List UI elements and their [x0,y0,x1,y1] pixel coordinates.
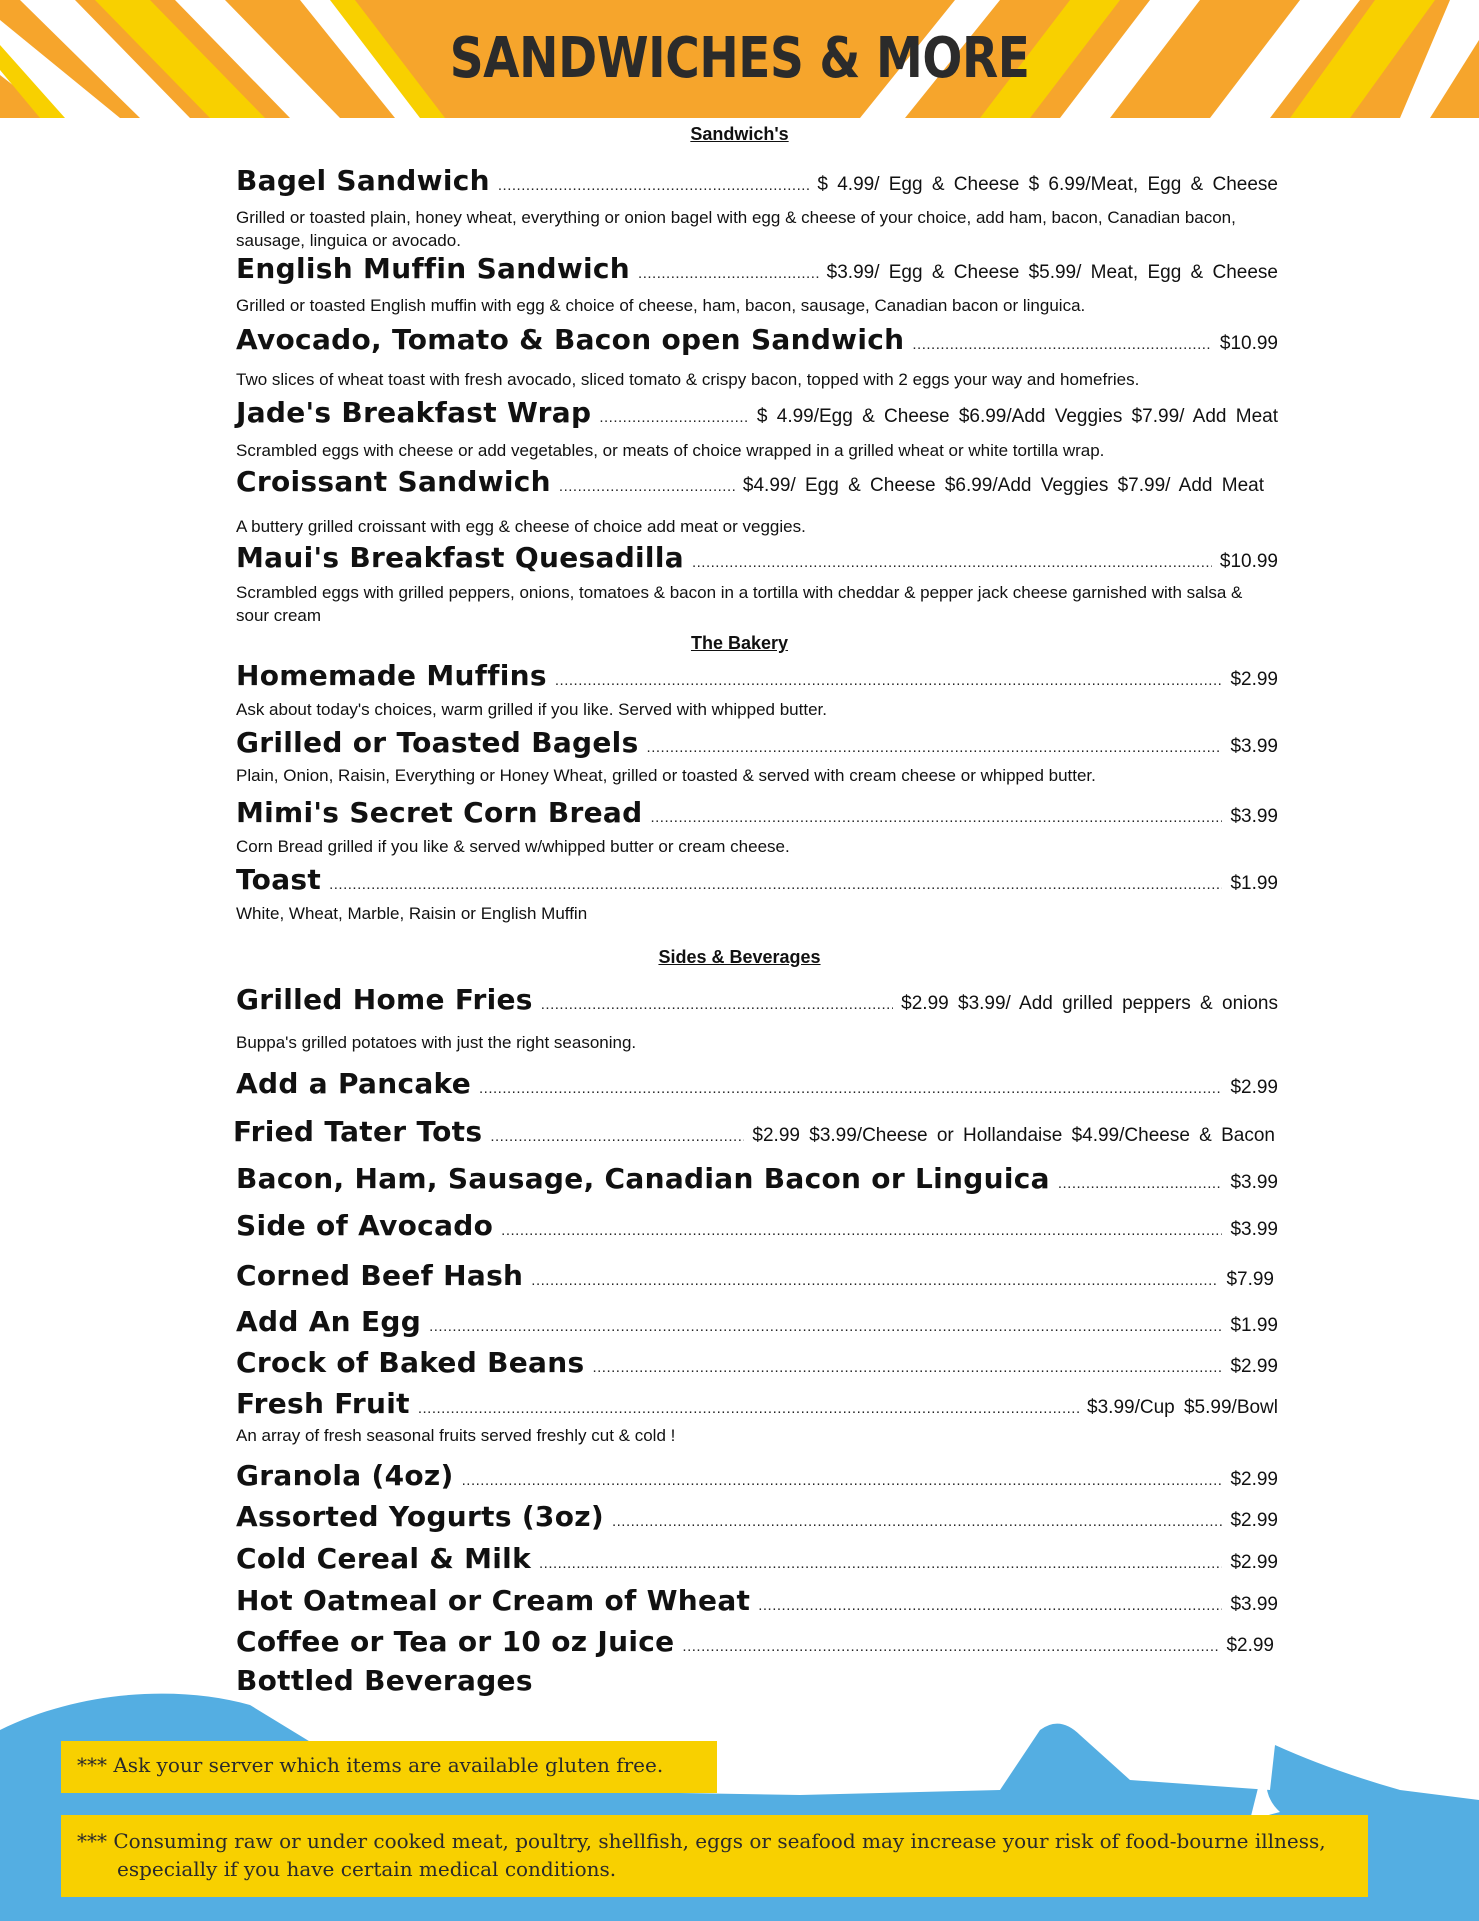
item-price: $2.99 [1230,1510,1278,1531]
item-name: Bacon, Ham, Sausage, Canadian Bacon or Linguica [236,1162,1050,1195]
item-price: $2.99 [1230,1469,1278,1490]
dot-leader [490,1128,744,1145]
menu-item-oatmeal [236,1584,1278,1617]
menu-item-breakfast-quesadilla [236,541,1278,574]
item-name: Cold Cereal & Milk [236,1542,531,1575]
menu-item-meats [236,1162,1278,1195]
page-title: SANDWICHES & MORE [449,26,1030,91]
menu-item-yogurts [236,1500,1278,1533]
item-price: $3.99 [1230,1219,1278,1240]
menu-item-homemade-muffins [236,659,1278,692]
item-price: $3.99/ Egg & Cheese $5.99/ Meat, Egg & Cheese [826,262,1278,283]
menu-item-home-fries [236,983,1278,1016]
item-price: $2.99 [1230,1356,1278,1377]
menu-item-breakfast-wrap [236,396,1278,429]
menu-item-bagel-sandwich [236,164,1278,197]
dot-leader [329,876,1222,893]
item-price: $2.99 $3.99/Cheese or Hollandaise $4.99/Cheese & Bacon [752,1125,1275,1146]
item-name: Add An Egg [236,1305,422,1338]
item-price: $4.99/ Egg & Cheese $6.99/Add Veggies $7.99/ Add Meat [742,475,1264,496]
item-name: Fried Tater Tots [233,1115,483,1148]
menu-item-corn-bread [236,796,1278,829]
item-name: Jade's Breakfast Wrap [236,396,592,429]
item-description: Two slices of wheat toast with fresh avocado, sliced tomato & crispy bacon, topped with 2 eggs your way and homefries. [236,370,1140,389]
item-name: Avocado, Tomato & Bacon open Sandwich [236,323,905,356]
item-price: $3.99 [1230,806,1278,827]
item-description: A buttery grilled croissant with egg & cheese of choice add meat or veggies. [236,517,806,536]
item-name: Add a Pancake [236,1067,471,1100]
dot-leader [647,739,1223,756]
menu-item-bagels [236,726,1278,759]
menu-item-toast [236,863,1278,896]
dot-leader [559,478,735,495]
item-description: Ask about today's choices, warm grilled if you like. Served with whipped butter. [236,700,827,719]
dot-leader [612,1513,1223,1530]
item-name: Toast [236,863,322,896]
item-name: Grilled or Toasted Bagels [236,726,639,759]
item-description: Scrambled eggs with grilled peppers, onions, tomatoes & bacon in a tortilla with cheddar & pepper jack cheese garnished with salsa & sour cream [236,583,1243,625]
item-name: Corned Beef Hash [236,1259,524,1292]
menu-item-baked-beans [236,1346,1278,1379]
item-description: Plain, Onion, Raisin, Everything or Honey Wheat, grilled or toasted & served with cream cheese or whipped butter. [236,766,1096,785]
dot-leader [479,1080,1222,1097]
item-name: Granola (4oz) [236,1459,454,1492]
menu-item-side-avocado [236,1209,1278,1242]
dot-leader [599,409,749,426]
dot-leader [912,336,1212,353]
dot-leader [555,672,1223,689]
item-name: Maui's Breakfast Quesadilla [236,541,684,574]
item-name: Mimi's Secret Corn Bread [236,796,643,829]
menu-item-avocado-sandwich [236,323,1278,356]
dot-leader [682,1638,1218,1655]
dot-leader [429,1318,1222,1335]
dot-leader [650,809,1222,826]
item-price: $3.99/Cup $5.99/Bowl [1087,1397,1278,1418]
item-price: $1.99 [1230,1315,1278,1336]
menu-item-bottled-beverages [236,1664,1278,1697]
item-price: $10.99 [1219,551,1278,572]
dot-leader [1058,1175,1223,1192]
dot-leader [638,265,819,282]
dot-leader [539,1555,1222,1572]
menu-item-granola [236,1459,1278,1492]
item-name: Croissant Sandwich [236,465,551,498]
dot-leader [462,1472,1223,1489]
section-title-sides: Sides & Beverages [658,947,821,967]
menu-item-english-muffin-sandwich [236,252,1278,285]
dot-leader [541,996,893,1013]
dot-leader [758,1597,1222,1614]
dot-leader [531,1272,1218,1289]
item-price: $2.99 $3.99/ Add grilled peppers & onions [901,993,1278,1014]
item-price: $3.99 [1230,736,1278,757]
menu-item-add-egg [236,1305,1278,1338]
item-price: $2.99 [1230,1077,1278,1098]
menu-item-coffee-tea-juice [236,1625,1274,1658]
item-price: $1.99 [1230,873,1278,894]
food-safety-note-line2: especially if you have certain medical conditions. [117,1857,617,1881]
dot-leader [418,1400,1079,1417]
section-title-bakery: The Bakery [690,633,789,653]
dot-leader [592,1359,1222,1376]
food-safety-note-line1: *** Consuming raw or under cooked meat, poultry, shellfish, eggs or seafood may increase your risk of food-bourne illness, [77,1829,1326,1853]
item-price: $10.99 [1219,333,1278,354]
item-description: Scrambled eggs with cheese or add vegetables, or meats of choice wrapped in a grilled wheat or white tortilla wrap. [236,441,1105,460]
item-name: Coffee or Tea or 10 oz Juice [236,1625,675,1658]
dot-leader [498,177,810,194]
item-price: $3.99 [1230,1594,1278,1615]
item-name: Hot Oatmeal or Cream of Wheat [236,1584,751,1617]
item-description: Buppa's grilled potatoes with just the right seasoning. [236,1033,637,1052]
item-name: English Muffin Sandwich [236,252,631,285]
item-name: Homemade Muffins [236,659,547,692]
menu-item-cereal [236,1542,1278,1575]
menu-item-croissant-sandwich [236,465,1264,498]
item-price: $ 4.99/Egg & Cheese $6.99/Add Veggies $7.99/ Add Meat [756,406,1278,427]
item-name: Grilled Home Fries [236,983,533,1016]
menu-item-corned-beef-hash [236,1259,1274,1292]
item-description: Grilled or toasted plain, honey wheat, everything or onion bagel with egg & cheese of your choice, add ham, bacon, Canadian bacon, sausage, linguica or avocado. [236,208,1236,250]
item-name: Crock of Baked Beans [236,1346,585,1379]
dot-leader [501,1222,1222,1239]
item-description: An array of fresh seasonal fruits served freshly cut & cold ! [236,1426,676,1445]
dot-leader [692,554,1212,571]
item-description: Grilled or toasted English muffin with egg & choice of cheese, ham, bacon, sausage, Canadian bacon or linguica. [236,296,1086,315]
item-price: $2.99 [1230,669,1278,690]
item-description: White, Wheat, Marble, Raisin or English Muffin [236,904,588,923]
item-description: Corn Bread grilled if you like & served w/whipped butter or cream cheese. [236,837,790,856]
menu-item-fresh-fruit [236,1387,1278,1420]
menu-item-pancake [236,1067,1278,1100]
item-name: Assorted Yogurts (3oz) [236,1500,604,1533]
gluten-free-note: *** Ask your server which items are available gluten free. [61,1741,717,1793]
item-price: $ 4.99/ Egg & Cheese $ 6.99/Meat, Egg & Cheese [817,174,1278,195]
item-name: Fresh Fruit [236,1387,410,1420]
item-price: $7.99 [1226,1269,1274,1290]
item-price: $3.99 [1230,1172,1278,1193]
section-title-sandwiches: Sandwich's [690,124,789,144]
item-name: Bottled Beverages [236,1664,533,1697]
food-safety-note [61,1815,1368,1897]
menu-item-tater-tots [233,1115,1275,1148]
item-name: Side of Avocado [236,1209,494,1242]
item-price: $2.99 [1230,1552,1278,1573]
item-name: Bagel Sandwich [236,164,490,197]
item-price: $2.99 [1226,1635,1274,1656]
